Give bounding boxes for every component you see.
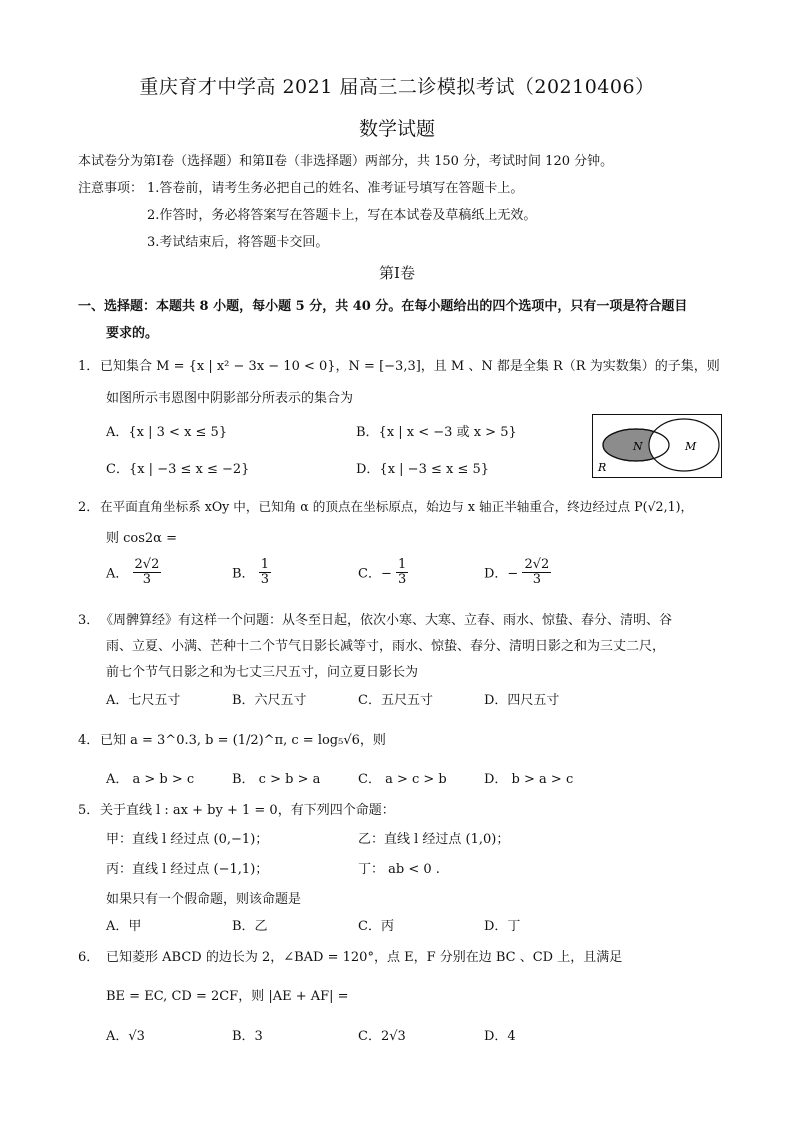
option-b: B．六尺五寸	[232, 693, 307, 708]
section-heading-cont: 要求的。	[106, 326, 159, 341]
option-b	[232, 558, 271, 586]
question-stem-cont: BE = EC, CD = 2CF，则 |AE + AF| =	[106, 989, 349, 1004]
question-stem: 在平面直角坐标系 xOy 中，已知角 α 的顶点在坐标原点，始边与 x 轴正半轴重合，终边经过点 P(√2,1)，	[100, 499, 694, 514]
option-b: B．3	[232, 1029, 263, 1044]
option-c: C．五尺五寸	[358, 693, 433, 708]
denominator: 3	[397, 571, 407, 587]
exam-title: 重庆育才中学高 2021 届高三二诊模拟考试（20210406）	[139, 76, 655, 98]
option-a	[106, 558, 161, 586]
numerator: 1	[397, 557, 407, 572]
venn-diagram	[592, 414, 722, 478]
notice-item-3: 3.考试结束后，将答题卡交回。	[147, 235, 329, 250]
notice-label: 注意事项：	[78, 181, 144, 196]
denominator: 3	[142, 571, 152, 587]
option-c	[358, 558, 408, 586]
fraction	[396, 558, 408, 586]
option-d: D．丁	[484, 919, 521, 934]
exam-subtitle: 数学试题	[358, 118, 435, 140]
option-label: B．	[232, 566, 255, 582]
question-number: 6．	[78, 950, 100, 965]
option-a: A．{x | 3 < x ≤ 5}	[106, 425, 228, 440]
question-stem-cont: 雨、立夏、小满、芒种十二个节气日影长减等寸，雨水、惊蛰、春分、清明日影之和为三丈二尺，	[106, 639, 666, 654]
proposition-jia: 甲：直线 l 经过点 (0,−1)；	[106, 832, 269, 847]
option-d	[484, 558, 551, 586]
question-stem: 已知集合 M = {x | x² − 3x − 10 < 0}，N = [−3,3]，且 M 、N 都是全集 R（R 为实数集）的子集，则	[100, 359, 720, 374]
question-stem: 《周髀算经》有这样一个问题：从冬至日起，依次小寒、大寒、立春、雨水、惊蛰、春分、清明、谷	[100, 613, 673, 628]
option-label: C．−	[358, 566, 392, 582]
option-c: C．丙	[358, 919, 394, 934]
section-heading: 一、选择题：本题共 8 小题，每小题 5 分，共 40 分。在每小题给出的四个选项中，只有一项是符合题目	[78, 299, 688, 314]
question-stem: 已知菱形 ABCD 的边长为 2，∠BAD = 120°，点 E，F 分别在边 BC 、CD 上，且满足	[106, 950, 623, 965]
volume-heading: 第Ⅰ卷	[379, 264, 415, 282]
question-number: 3．	[78, 613, 100, 628]
option-a: A．七尺五寸	[106, 693, 181, 708]
denominator: 3	[260, 571, 269, 587]
numerator: 1	[260, 557, 269, 572]
question-stem-cont: 则 cos2α =	[106, 531, 177, 546]
option-d: D．{x | −3 ≤ x ≤ 5}	[356, 462, 490, 477]
option-d: D．四尺五寸	[484, 693, 560, 708]
numerator: 2√2	[524, 557, 550, 572]
question-number: 1．	[78, 359, 100, 374]
denominator: 3	[532, 571, 542, 587]
proposition-bing: 丙：直线 l 经过点 (−1,1)；	[106, 862, 269, 877]
notice-item-1: 1.答卷前，请考生务必把自己的姓名、准考证号填写在答题卡上。	[147, 181, 524, 196]
option-a: A． a > b > c	[106, 772, 195, 787]
fraction	[522, 558, 551, 586]
option-d: D．4	[484, 1029, 516, 1044]
set-r-label: R	[598, 461, 607, 474]
fraction	[259, 558, 271, 586]
proposition-ding: 丁： ab < 0 .	[358, 862, 440, 877]
set-n-label: N	[633, 440, 643, 453]
numerator: 2√2	[134, 557, 160, 572]
question-number: 2．	[78, 500, 100, 515]
set-m-label: M	[685, 440, 697, 453]
intro-line: 本试卷分为第Ⅰ卷（选择题）和第Ⅱ卷（非选择题）两部分，共 150 分，考试时间 120 分钟。	[78, 154, 614, 169]
option-c: C． a > c > b	[358, 772, 447, 787]
option-a: A．√3	[106, 1029, 145, 1044]
question-number: 5．	[78, 803, 100, 818]
notice-item-2: 2.作答时，务必将答案写在答题卡上，写在本试卷及草稿纸上无效。	[147, 208, 537, 223]
option-d: D． b > a > c	[484, 772, 574, 787]
question-stem: 已知 a = 3^0.3, b = (1/2)^π, c = log₅√6，则	[100, 733, 386, 748]
question-stem-cont: 如果只有一个假命题，则该命题是	[106, 892, 302, 907]
venn-svg	[593, 415, 721, 477]
option-c: C．{x | −3 ≤ x ≤ −2}	[106, 462, 250, 477]
question-stem-cont: 前七个节气日影之和为七丈三尺五寸，问立夏日影长为	[106, 665, 419, 680]
option-label: D．−	[484, 566, 519, 582]
question-number: 4．	[78, 733, 100, 748]
option-c: C．2√3	[358, 1029, 406, 1044]
option-b: B．{x | x < −3 或 x > 5}	[356, 425, 517, 440]
option-a: A．甲	[106, 919, 142, 934]
question-stem: 关于直线 l : ax + by + 1 = 0，有下列四个命题：	[100, 803, 395, 818]
option-b: B．乙	[232, 919, 268, 934]
proposition-yi: 乙：直线 l 经过点 (1,0)；	[358, 832, 510, 847]
question-stem-cont: 如图所示韦恩图中阴影部分所表示的集合为	[106, 391, 354, 406]
option-b: B． c > b > a	[232, 772, 321, 787]
option-label: A．	[106, 566, 129, 582]
fraction	[133, 558, 162, 586]
